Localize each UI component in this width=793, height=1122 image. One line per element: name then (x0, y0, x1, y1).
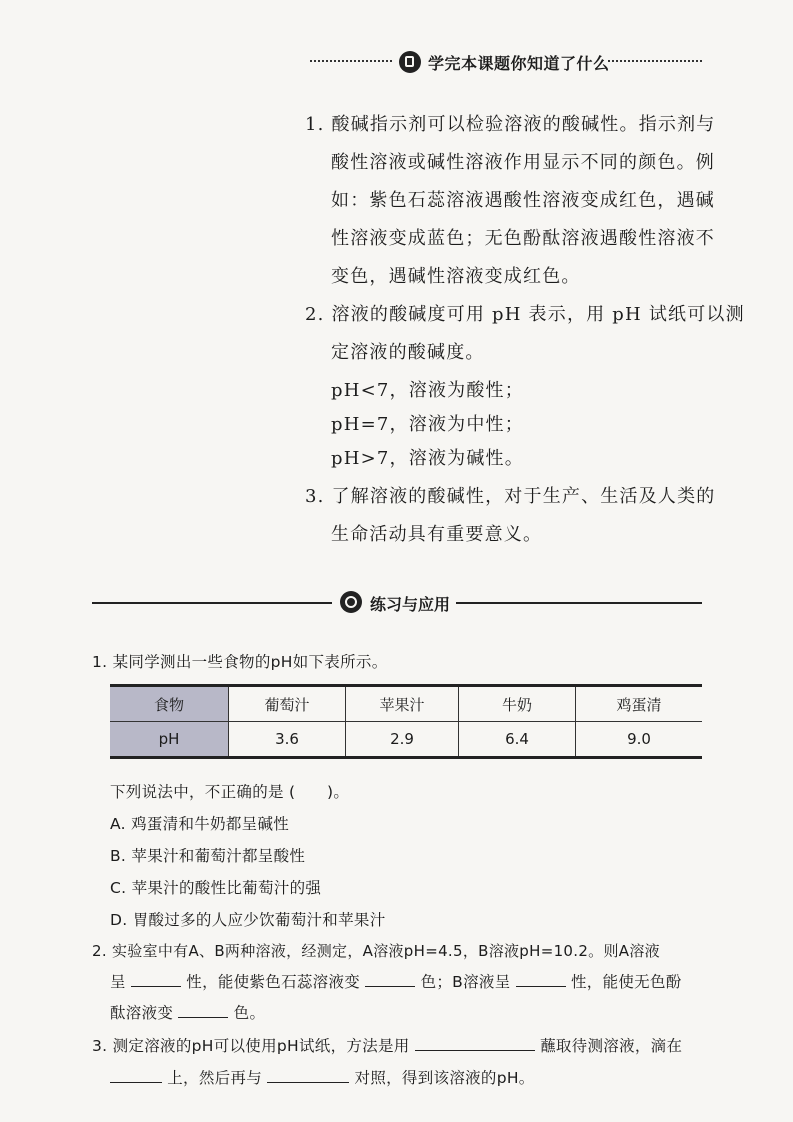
q2-text: 酞溶液变 (110, 1004, 174, 1022)
summary-line: pH=7，溶液为中性； (331, 414, 524, 435)
book-icon (399, 51, 421, 73)
table-row (110, 722, 702, 758)
summary-title: 学完本课题你知道了什么 (428, 54, 610, 73)
q3-text: 上，然后再与 (167, 1069, 263, 1087)
table-cell: 葡萄汁 (229, 686, 346, 722)
q3-text: 3. 测定溶液的pH可以使用pH试纸，方法是用 (92, 1037, 410, 1055)
table-cell: 牛奶 (459, 686, 576, 722)
q3-text: 蘸取待测溶液，滴在 (540, 1037, 683, 1055)
table-cell: 9.0 (576, 722, 703, 758)
q2-text: 呈 (110, 973, 126, 991)
summary-line: 生命活动具有重要意义。 (331, 524, 543, 545)
summary-line: pH>7，溶液为碱性。 (331, 448, 524, 469)
summary-line: 酸性溶液或碱性溶液作用显示不同的颜色。例 (331, 152, 715, 173)
q1-option-c: C. 苹果汁的酸性比葡萄汁的强 (110, 879, 322, 897)
section-rule-left (92, 602, 332, 604)
table-cell: 食物 (110, 686, 229, 722)
q1-stem: 1. 某同学测出一些食物的pH如下表所示。 (92, 653, 388, 671)
answer-blank[interactable] (131, 972, 181, 987)
q2-text: 性，能使紫色石蕊溶液变 (186, 973, 361, 991)
table-row (110, 686, 702, 722)
q1-prompt: 下列说法中，不正确的是 ( )。 (110, 783, 350, 801)
table-cell: pH (110, 722, 229, 758)
q3-line1 (92, 1034, 682, 1056)
table-cell: 3.6 (229, 722, 346, 758)
header-dots-right (608, 60, 702, 62)
answer-blank[interactable] (110, 1068, 162, 1083)
summary-line: 变色，遇碱性溶液变成红色。 (331, 266, 581, 287)
summary-line: 性溶液变成蓝色；无色酚酞溶液遇酸性溶液不 (331, 228, 715, 249)
summary-line: 1. 酸碱指示剂可以检验溶液的酸碱性。指示剂与 (305, 114, 716, 135)
q2-text: 色。 (233, 1004, 266, 1022)
answer-blank[interactable] (365, 972, 415, 987)
q2-text: 性，能使无色酚 (570, 973, 682, 991)
answer-blank[interactable] (415, 1036, 535, 1051)
answer-blank[interactable] (267, 1068, 349, 1083)
summary-line: 3. 了解溶液的酸碱性，对于生产、生活及人类的 (305, 486, 716, 507)
header-dots-left (310, 60, 392, 62)
ph-table (110, 684, 702, 759)
q3-line2 (110, 1066, 535, 1088)
table-cell: 2.9 (346, 722, 459, 758)
summary-line: pH<7，溶液为酸性； (331, 380, 524, 401)
summary-line: 如：紫色石蕊溶液遇酸性溶液变成红色，遇碱 (331, 190, 715, 211)
summary-line: 定溶液的酸碱度。 (331, 342, 485, 363)
q1-option-a: A. 鸡蛋清和牛奶都呈碱性 (110, 815, 290, 833)
section-rule-right (456, 602, 702, 604)
answer-blank[interactable] (516, 972, 566, 987)
q2-line1: 2. 实验室中有A、B两种溶液，经测定，A溶液pH=4.5，B溶液pH=10.2。则A溶液 (92, 942, 660, 960)
table-cell: 6.4 (459, 722, 576, 758)
q1-option-d: D. 胃酸过多的人应少饮葡萄汁和苹果汁 (110, 911, 386, 929)
q1-option-b: B. 苹果汁和葡萄汁都呈酸性 (110, 847, 306, 865)
q3-text: 对照，得到该溶液的pH。 (354, 1069, 535, 1087)
exercise-icon (340, 591, 362, 613)
table-cell: 鸡蛋清 (576, 686, 703, 722)
q2-line2 (110, 970, 682, 992)
q2-line3 (110, 1001, 265, 1023)
q2-text: 色；B溶液呈 (420, 973, 511, 991)
table-cell: 苹果汁 (346, 686, 459, 722)
summary-line: 2. 溶液的酸碱度可用 pH 表示，用 pH 试纸可以测 (305, 304, 745, 325)
answer-blank[interactable] (178, 1003, 228, 1018)
exercise-title: 练习与应用 (370, 595, 451, 614)
